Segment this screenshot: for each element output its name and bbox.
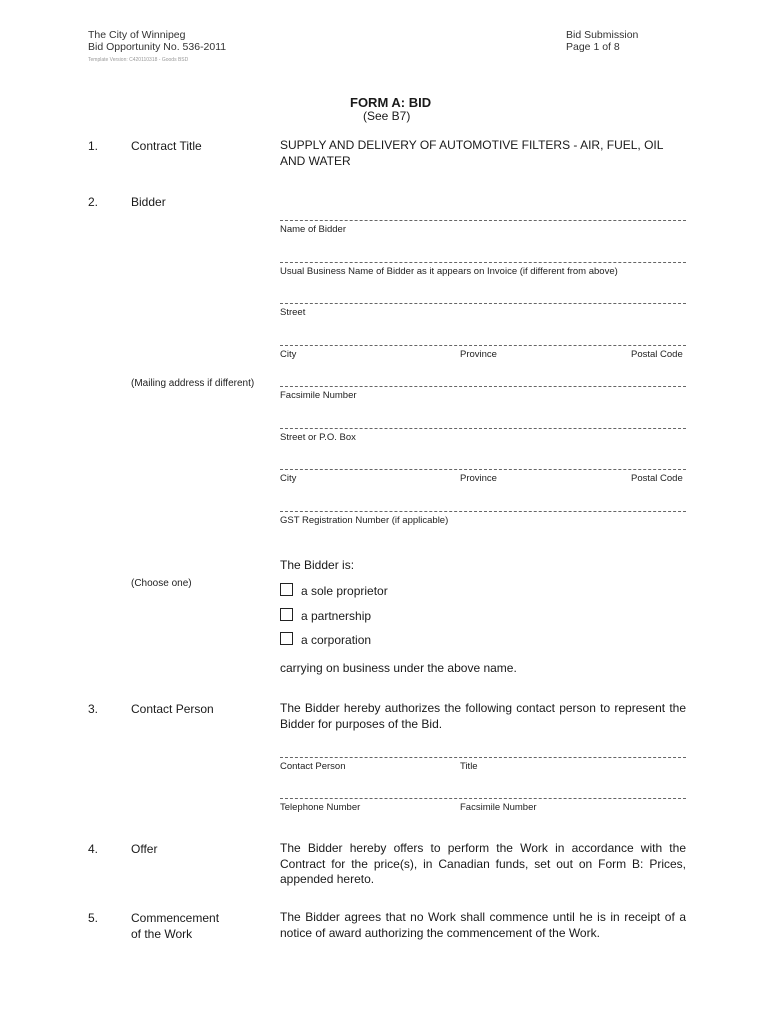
city-province-postal-field[interactable]: [280, 345, 686, 346]
gst-number-field[interactable]: [280, 511, 686, 512]
contact-person-title-field[interactable]: [280, 757, 686, 758]
postal-code-label: Postal Code: [631, 349, 683, 360]
header-bid-number: Bid Opportunity No. 536-2011: [88, 41, 227, 53]
mailing-city-label: City: [280, 473, 297, 484]
section-3-label: Contact Person: [131, 702, 214, 716]
section-5-number: 5.: [88, 911, 99, 925]
po-box-field[interactable]: [280, 428, 686, 429]
form-subtitle: (See B7): [363, 109, 411, 123]
business-name-label: Usual Business Name of Bidder as it appears on Invoice (if different from above): [280, 266, 618, 277]
corporation-checkbox[interactable]: [280, 632, 293, 645]
form-title: FORM A: BID: [350, 95, 432, 110]
section-1-label: Contract Title: [131, 139, 202, 153]
po-box-label: Street or P.O. Box: [280, 432, 356, 443]
header-org: The City of Winnipeg: [88, 29, 186, 41]
header-page-number: Page 1 of 8: [566, 41, 620, 53]
corporation-label: a corporation: [301, 633, 372, 647]
province-label: Province: [460, 349, 497, 360]
offer-text: The Bidder hereby offers to perform the Work in accordance with the Contract for the price(s), in Canadian funds, set out on Form B: Prices, appended hereto.: [280, 841, 686, 886]
mailing-province-label: Province: [460, 473, 497, 484]
street-label: Street: [280, 307, 306, 318]
sole-proprietor-checkbox[interactable]: [280, 583, 293, 596]
section-5-label-line2: of the Work: [131, 927, 193, 941]
commencement-text: The Bidder agrees that no Work shall commence until he is in receipt of a notice of award authorizing the commencement of the Work.: [280, 910, 686, 940]
section-5-label-line1: Commencement: [131, 911, 220, 925]
street-field[interactable]: [280, 303, 686, 304]
header-submission: Bid Submission: [566, 29, 639, 41]
city-label: City: [280, 349, 297, 360]
contact-title-label: Title: [460, 761, 478, 772]
mailing-city-province-postal-field[interactable]: [280, 469, 686, 470]
telephone-number-label: Telephone Number: [280, 802, 361, 813]
facsimile-label: Facsimile Number: [280, 390, 357, 401]
bidder-is-heading: The Bidder is:: [280, 558, 355, 572]
section-4-number: 4.: [88, 842, 99, 856]
section-3-number: 3.: [88, 702, 99, 716]
business-name-field[interactable]: [280, 262, 686, 263]
section-1-number: 1.: [88, 139, 99, 153]
choose-one-note: (Choose one): [131, 578, 192, 589]
contract-title-text: SUPPLY AND DELIVERY OF AUTOMOTIVE FILTERS - AIR, FUEL, OIL AND WATER: [280, 138, 663, 168]
facsimile-field[interactable]: [280, 386, 686, 387]
bidder-name-label: Name of Bidder: [280, 224, 347, 235]
contact-phone-fax-field[interactable]: [280, 798, 686, 799]
mailing-postal-code-label: Postal Code: [631, 473, 683, 484]
gst-number-label: GST Registration Number (if applicable): [280, 515, 449, 526]
section-4-label: Offer: [131, 842, 158, 856]
sole-proprietor-label: a sole proprietor: [301, 584, 388, 598]
section-2-label: Bidder: [131, 195, 166, 209]
contact-facsimile-label: Facsimile Number: [460, 802, 537, 813]
partnership-label: a partnership: [301, 609, 372, 623]
carrying-on-business-text: carrying on business under the above name.: [280, 661, 517, 675]
mailing-address-note: (Mailing address if different): [131, 378, 255, 389]
header-template-note: Template Version: C420110318 - Goods BSD: [88, 57, 189, 63]
contact-person-text: The Bidder hereby authorizes the following contact person to represent the Bidder for purposes of the Bid.: [280, 701, 686, 731]
contact-person-label: Contact Person: [280, 761, 346, 772]
section-2-number: 2.: [88, 195, 99, 209]
bidder-name-field[interactable]: [280, 220, 686, 221]
partnership-checkbox[interactable]: [280, 608, 293, 621]
